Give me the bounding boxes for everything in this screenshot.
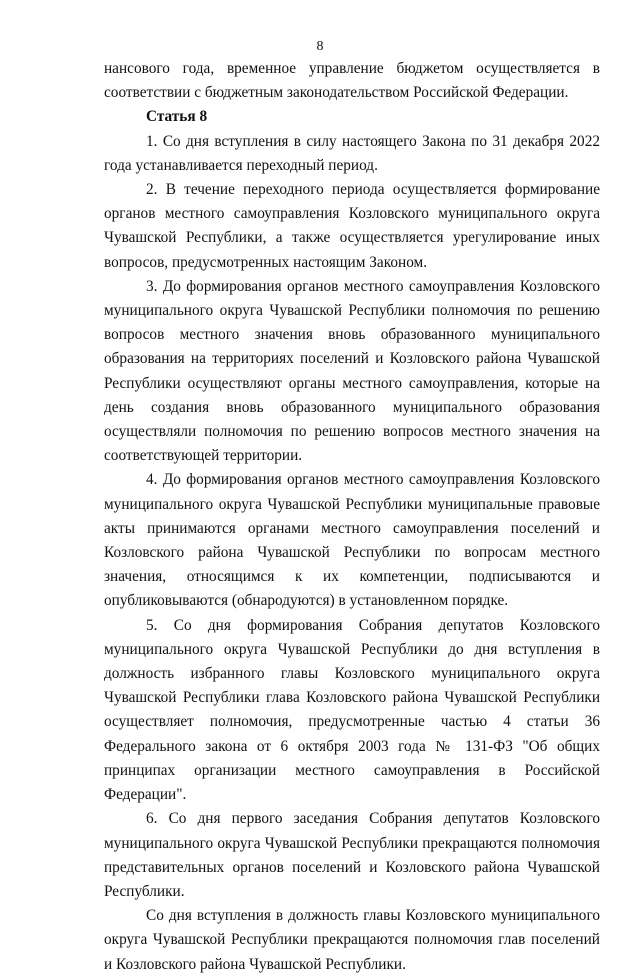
continuation-paragraph: нансового года, временное управление бюджетом осуществляется в соответствии с бюджетным законодательством Российской Федерации. xyxy=(104,60,600,102)
document-body xyxy=(104,57,600,977)
paragraph-5: 5. Со дня формирования Собрания депутатов Козловского муниципального округа Чувашской Республики до дня вступления в должность избранного главы Козловского муниципального округа Чувашской Республики глава Козловского района Чувашской Республики осуществляет полномочия, предусмотренные частью 4 статьи 36 Федерального закона от 6 октября 2003 года № 131-ФЗ "Об общих принципах организации местного самоуправления в Российской Федерации". xyxy=(104,616,600,804)
paragraph-4: 4. До формирования органов местного самоуправления Козловского муниципального округа Чувашской Республики муниципальные правовые акты принимаются органами местного самоуправления поселений и Козловского района Чувашской Республики по вопросам местного значения, относящимся к их компетенции, подписываются и опубликовываются (обнародуются) в установленном порядке. xyxy=(104,471,600,610)
paragraph-2: 2. В течение переходного периода осуществляется формирование органов местного самоуправления Козловского муниципального округа Чувашской Республики, а также осуществляется урегулирование иных вопросов, предусмотренных настоящим Законом. xyxy=(104,181,600,271)
paragraph-6: 6. Со дня первого заседания Собрания депутатов Козловского муниципального округа Чувашской Республики прекращаются полномочия представительных органов поселений и Козловского района Чувашской Республики. xyxy=(104,810,600,900)
article-heading: Статья 8 xyxy=(146,108,208,126)
paragraph-3: 3. До формирования органов местного самоуправления Козловского муниципального округа Чувашской Республики полномочия по решению вопросов местного значения вновь образованного муниципального образования на территориях поселений и Козловского района Чувашской Республики осуществляют органы местного самоуправления, которые на день создания вновь образованного муниципального образования осуществляли полномочия по решению вопросов местного значения на соответствующей территории. xyxy=(104,277,600,465)
page-number: 8 xyxy=(316,39,324,54)
paragraph-1: 1. Со дня вступления в силу настоящего Закона по 31 декабря 2022 года устанавливается переходный период. xyxy=(104,132,600,174)
paragraph-7: Со дня вступления в должность главы Козловского муниципального округа Чувашской Республики прекращаются полномочия глав поселений и Козловского района Чувашской Республики. xyxy=(104,907,600,973)
